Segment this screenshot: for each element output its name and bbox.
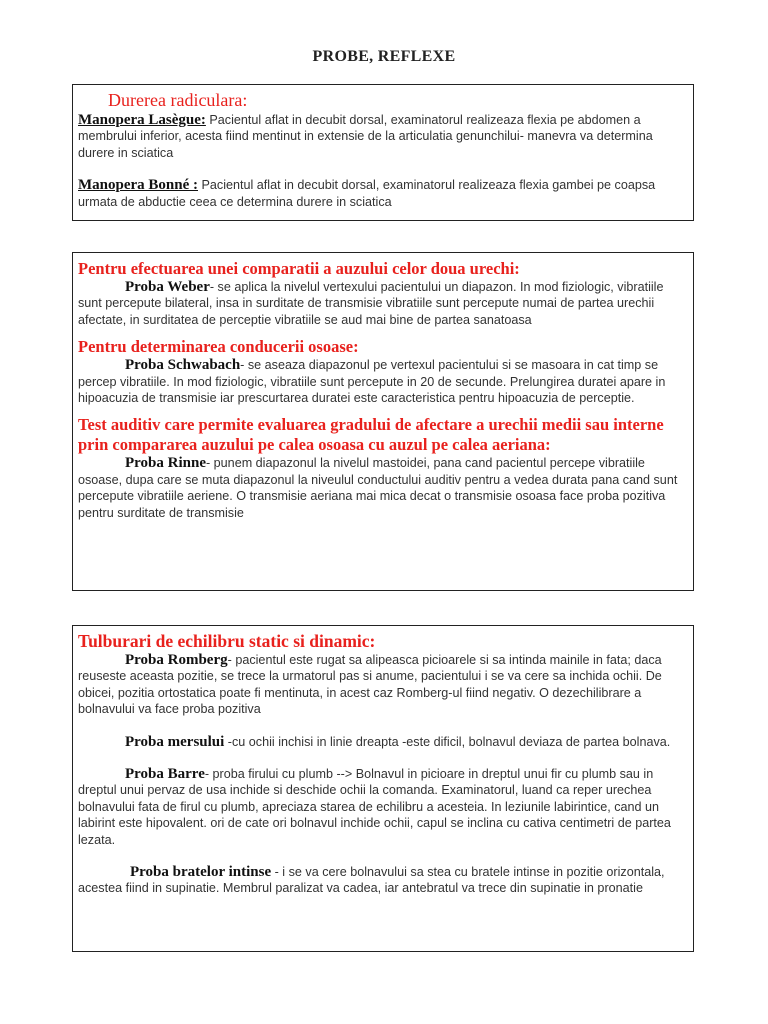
mers-paragraph (78, 734, 687, 750)
romberg-paragraph (78, 652, 687, 718)
bratelor-paragraph (78, 864, 687, 897)
box1-heading: Durerea radiculara: (108, 90, 248, 110)
bratelor-term: Proba bratelor intinse (130, 864, 272, 881)
lasegue-text: Pacientul aflat in decubit dorsal, examinatorul realizeaza flexia pe abdomen a membrului inferior, acesta fiind mentinut in extensie de la articulatia genunchilui- manevra va determina durere in sciatica (78, 113, 653, 160)
balance-disorders-box (72, 625, 694, 952)
schwabach-text: - se aseaza diapazonul pe vertexul pacientului si se masoara in cat timp se percep vibratiile. In mod fiziologic, vibratiile sunt percepute in 20 de secunde. Prelungirea duratei apare in hipoacuzia de transmisie iar prescurtarea duratei este caracteristica pentru hipoacuzia de perceptie. (78, 358, 666, 406)
schwabach-paragraph (78, 357, 687, 406)
rinne-heading: Test auditiv care permite evaluarea gradului de afectare a urechii medii sau interne prin compararea auzului pe calea osoasa cu auzul pe calea aeriana: (78, 415, 664, 455)
barre-text: - proba firului cu plumb --> Bolnavul in picioare in dreptul unui fir cu plumb sau in dreptul unui pervaz de usa inchide si deschide ochii la comanda. Examinatorul, luand ca reper urechea bolnavului fata de firul cu plumb, apreciaza starea de echilibru a acesteia. In leziunile labirintice, cand un labirint este hipovalent. ori de cate ori bolnavul inchide ochii, capul se inclina cu cativa centimetri de partea lezata. (78, 767, 671, 847)
bonne-term: Manopera Bonné : (78, 177, 198, 194)
lasegue-paragraph (78, 112, 687, 161)
bonne-paragraph (78, 177, 687, 210)
weber-paragraph (78, 279, 687, 328)
hearing-tests-box (72, 252, 694, 591)
rinne-term: Proba Rinne (125, 455, 206, 472)
barre-term: Proba Barre (125, 766, 205, 783)
rinne-text: - punem diapazonul la nivelul mastoidei, pana cand pacientul percepe vibratiile osoase, dupa care se muta diapazonul la niveulul conductului auditiv pentru a vedea durata pana cand sunt percepute vibratiile aeriene. O transmisie aeriana mai mica decat o transmisie osoasa face proba pozitiva pentru surditate de transmisie (78, 456, 678, 520)
box3-heading: Tulburari de echilibru static si dinamic: (78, 631, 376, 651)
romberg-term: Proba Romberg (125, 652, 228, 668)
rinne-paragraph (78, 455, 687, 521)
radicular-pain-box (72, 84, 694, 221)
mers-text: -cu ochii inchisi in linie dreapta -este dificil, bolnavul deviaza de partea bolnava. (224, 734, 671, 749)
lasegue-term: Manopera Lasègue: (78, 112, 206, 128)
page-title: PROBE, REFLEXE (312, 48, 456, 65)
weber-heading: Pentru efectuarea unei comparatii a auzului celor doua urechi: (78, 259, 520, 278)
weber-text: - se aplica la nivelul vertexului pacientului un diapazon. In mod fiziologic, vibratiile sunt percepute bilateral, insa in surditate de transmisie vibratiile sunt percepute numai de partea urechii afectate, in surditatea de perceptie vibratiile se aud mai bine de partea sanatoasa (78, 280, 664, 327)
bratelor-text: - i se va cere bolnavului sa stea cu bratele intinse in pozitie orizontala, acestea fiind in supinatie. Membrul paralizat va cadea, iar antebratul va trece din supinatie in pronatie (78, 865, 665, 896)
bonne-text: Pacientul aflat in decubit dorsal, examinatorul realizeaza flexia gambei pe coapsa urmata de abductie ceea ce determina durere in sciatica (78, 178, 656, 209)
barre-paragraph (78, 766, 687, 848)
mers-term: Proba mersului (125, 733, 225, 750)
schwabach-heading: Pentru determinarea conducerii osoase: (78, 337, 359, 357)
romberg-text: - pacientul este rugat sa alipeasca picioarele si sa intinda mainile in fata; daca reuseste aceasta pozitie, se trece la urmatorul pas si anume, pacientului i se va cere sa inchida ochii. De obicei, pozitia ortostatica poate fi mentinuta, in acest caz Romberg-ul fiind negativ. O dezechilibrare a bolnavului va face proba pozitiva (78, 653, 662, 717)
weber-term: Proba Weber (125, 279, 210, 295)
schwabach-term: Proba Schwabach (125, 357, 241, 374)
